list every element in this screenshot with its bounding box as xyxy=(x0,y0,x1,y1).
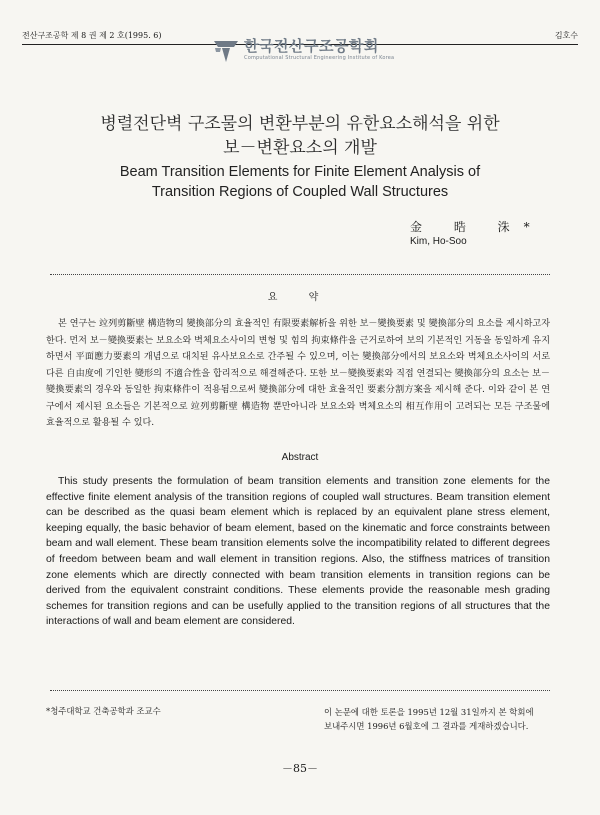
discussion-note xyxy=(324,705,554,733)
page-number: －85－ xyxy=(282,762,318,775)
society-logo xyxy=(212,38,394,64)
divider-top xyxy=(50,274,550,275)
logo-english-name: Computational Structural Engineering Institute of Korea xyxy=(244,55,395,61)
society-logo-icon xyxy=(212,38,240,64)
english-title-line-1: Beam Transition Elements for Finite Element Analysis of xyxy=(119,164,481,180)
english-abstract-heading: Abstract xyxy=(281,452,319,463)
author-name-romanized: Kim, Ho-Soo xyxy=(410,236,467,247)
discussion-note-line-1: 이 논문에 대한 토론을 1995년 12월 31일까지 본 학회에 xyxy=(324,707,534,717)
english-title-line-2: Transition Regions of Coupled Wall Structures xyxy=(151,184,449,200)
author-affiliation-footnote: *청주대학교 건축공학과 조교수 xyxy=(46,706,161,716)
korean-title-line-1: 병렬전단벽 구조물의 변환부분의 유한요소해석을 위한 xyxy=(100,114,500,134)
logo-korean-name: 한국전산구조공학회 xyxy=(244,37,379,55)
discussion-note-line-2: 보내주시면 1996년 6월호에 그 결과를 게재하겠습니다. xyxy=(324,721,529,731)
journal-citation: 전산구조공학 제 8 권 제 2 호(1995. 6) xyxy=(22,31,162,40)
korean-title-line-2: 보－변환요소의 개발 xyxy=(223,138,377,158)
korean-title xyxy=(40,112,560,160)
author-name-hanja: 金 晧 洙* xyxy=(410,220,544,234)
korean-abstract-heading: 요 약 xyxy=(267,292,333,303)
running-author: 김호수 xyxy=(554,31,578,40)
english-title xyxy=(40,162,560,202)
divider-bottom xyxy=(50,690,550,691)
korean-abstract-body: 본 연구는 竝列剪斷壁 構造物의 變換部分의 효율적인 有限要素解析을 위한 보－變換要素 및 變換部分의 요소를 제시하고자 한다. 먼저 보－變換要素는 보요소와 벽체요소사이의 변형 및 힘의 拘束條件을 근거로하여 보의 기본적인 거동을 동일하게 유지하면서 平面應力要素의 개념으로 대치된 유사보요소로 간주될 수 있으며, 이는 變換部分에서의 보요소와 벽체요소사이의 서로 다른 自由度에 기인한 變形의 不適合性을 합리적으로 해결해준다. 또한 보－變換要素와 직접 연결되는 變換部分의 요소는 보－變換要素의 경우와 동일한 拘束條件이 적용됨으로써 變換部分에 대한 효율적인 要素分割方案을 제시해 준다. 이와 같이 본 연구에서 제시된 요소들은 기본적으로 竝列剪斷壁 構造物 뿐만아니라 보요소와 벽체요소의 相互作用이 고려되는 모든 구조물에 효율적으로 활용될 수 있다. xyxy=(46,319,550,428)
english-abstract-body: This study presents the formulation of beam transition elements and transition zone elements for the effective finite element analysis of the transition regions of coupled wall structures. Beam transition element can be described as the quasi beam element which is replaced by an equivalent plane stress element, keeping equally, the basic behavior of beam element, based on the kinematic and force constraints between beam and wall element. These beam transition elements solve the incompatibility related to different degrees of freedom between beam and wall element in transition regions. Also, the stiffness matrices of transition zone elements which are directly connected with beam transition elements in transition regions can be derived from the equivalent constraint conditions. These elements provide the reasonable mesh grading schemes for transition regions and can be usefully applied to the transition regions of all structures that the interactions of wall and beam element are considered. xyxy=(46,476,550,628)
